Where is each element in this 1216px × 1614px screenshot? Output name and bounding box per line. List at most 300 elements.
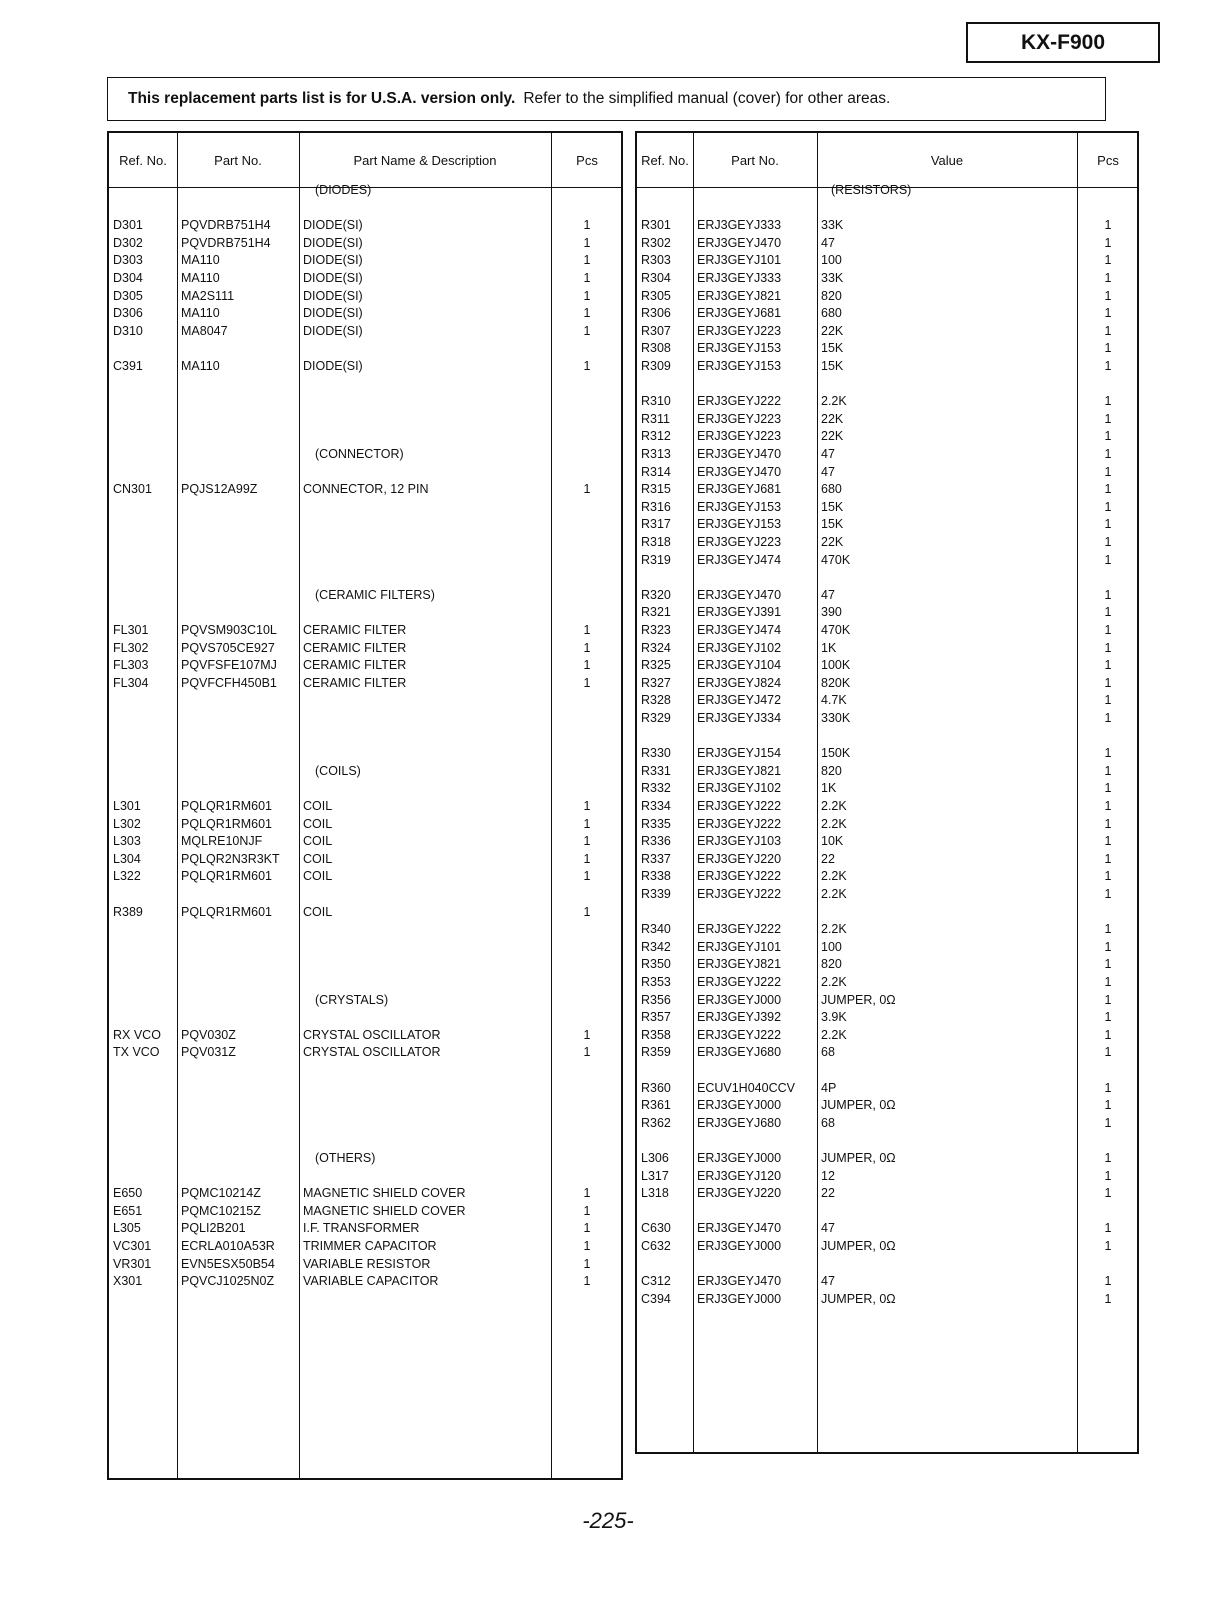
right-cell-description: 33K xyxy=(821,271,844,285)
right-cell-description: 47 xyxy=(821,587,835,602)
left-cell-ref-no: D306 xyxy=(113,306,143,321)
right-cell-description: 2.2K xyxy=(821,922,847,937)
left-cell-ref-no: L303 xyxy=(113,834,141,849)
left-cell-ref-no: D303 xyxy=(113,253,143,268)
right-cell-ref-no: R315 xyxy=(641,482,671,497)
left-cell-ref-no: D301 xyxy=(113,218,143,233)
right-cell-pcs: 1 xyxy=(1104,447,1112,461)
left-section-heading: (OTHERS) xyxy=(315,1151,376,1165)
right-cell-pcs: 1 xyxy=(1104,746,1112,761)
right-cell-ref-no: R318 xyxy=(641,535,671,549)
right-cell-part-no: ERJ3GEYJ470 xyxy=(697,447,782,461)
right-cell-pcs: 1 xyxy=(1104,1221,1112,1236)
right-cell-pcs: 1 xyxy=(1104,359,1112,373)
right-cell-ref-no: R360 xyxy=(641,1080,671,1095)
left-cell-ref-no: VC301 xyxy=(113,1239,152,1253)
right-section-heading: (RESISTORS) xyxy=(831,183,912,197)
left-cell-ref-no: FL302 xyxy=(113,640,149,655)
right-cell-pcs: 1 xyxy=(1104,922,1112,937)
right-cell-description: 22K xyxy=(821,323,844,338)
right-cell-description: 820K xyxy=(821,675,851,690)
right-cell-part-no: ERJ3GEYJ821 xyxy=(697,288,782,303)
left-cell-ref-no: C391 xyxy=(113,359,143,373)
right-cell-pcs: 1 xyxy=(1104,992,1112,1007)
right-cell-part-no: ERJ3GEYJ220 xyxy=(697,851,782,866)
left-cell-part-no: PQMC10215Z xyxy=(181,1203,261,1218)
right-cell-description: 820 xyxy=(821,288,842,303)
right-cell-ref-no: R302 xyxy=(641,235,671,250)
right-cell-description: 15K xyxy=(821,341,844,356)
left-cell-part-no: PQLQR1RM601 xyxy=(181,904,273,919)
right-cell-ref-no: R320 xyxy=(641,587,671,602)
right-cell-description: 22K xyxy=(821,429,844,444)
left-cell-part-no: PQJS12A99Z xyxy=(181,482,258,497)
right-cell-pcs: 1 xyxy=(1104,851,1112,866)
right-cell-part-no: ERJ3GEYJ104 xyxy=(697,658,782,673)
left-cell-description: MAGNETIC SHIELD COVER xyxy=(303,1186,466,1201)
right-cell-pcs: 1 xyxy=(1104,887,1112,901)
right-cell-pcs: 1 xyxy=(1104,411,1112,426)
right-cell-part-no: ERJ3GEYJ000 xyxy=(697,1291,782,1306)
left-cell-description: DIODE(SI) xyxy=(303,306,363,321)
right-cell-ref-no: R307 xyxy=(641,323,671,338)
left-cell-ref-no: D302 xyxy=(113,235,143,250)
right-cell-ref-no: R316 xyxy=(641,499,671,514)
right-cell-ref-no: R362 xyxy=(641,1115,671,1130)
right-cell-pcs: 1 xyxy=(1104,235,1112,250)
right-cell-part-no: ERJ3GEYJ821 xyxy=(697,763,782,778)
left-cell-pcs: 1 xyxy=(583,658,591,673)
left-cell-ref-no: CN301 xyxy=(113,482,152,497)
right-cell-part-no: ERJ3GEYJ474 xyxy=(697,552,782,567)
right-cell-description: 4P xyxy=(821,1080,837,1095)
right-cell-part-no: ERJ3GEYJ222 xyxy=(697,799,782,813)
left-cell-pcs: 1 xyxy=(583,323,591,338)
right-cell-description: 390 xyxy=(821,605,842,620)
right-cell-description: 47 xyxy=(821,235,835,250)
left-cell-part-no: PQV031Z xyxy=(181,1045,236,1060)
right-cell-description: 68 xyxy=(821,1115,835,1130)
left-cell-description: DIODE(SI) xyxy=(303,288,363,303)
right-column-divider xyxy=(817,133,818,1452)
left-cell-ref-no: D305 xyxy=(113,288,143,303)
left-cell-pcs: 1 xyxy=(583,675,591,690)
left-cell-pcs: 1 xyxy=(583,1239,591,1253)
left-cell-ref-no: L322 xyxy=(113,869,141,884)
left-cell-part-no: MA2S111 xyxy=(181,288,235,303)
right-cell-ref-no: R324 xyxy=(641,640,671,655)
right-cell-description: 22K xyxy=(821,535,844,549)
left-cell-description: CRYSTAL OSCILLATOR xyxy=(303,1045,441,1060)
right-cell-part-no: ERJ3GEYJ681 xyxy=(697,306,782,321)
right-cell-description: 2.2K xyxy=(821,975,847,989)
left-cell-pcs: 1 xyxy=(583,1221,591,1236)
left-cell-ref-no: R389 xyxy=(113,904,143,919)
right-cell-description: 22K xyxy=(821,411,844,426)
left-cell-part-no: PQLQR1RM601 xyxy=(181,816,273,831)
right-cell-ref-no: R336 xyxy=(641,834,671,849)
right-cell-ref-no: R303 xyxy=(641,253,671,268)
notice-box xyxy=(107,77,1106,121)
left-cell-ref-no: L301 xyxy=(113,799,141,813)
right-cell-ref-no: R335 xyxy=(641,816,671,831)
right-cell-pcs: 1 xyxy=(1104,816,1112,831)
left-cell-description: COIL xyxy=(303,834,333,849)
right-cell-part-no: ERJ3GEYJ222 xyxy=(697,394,782,409)
right-cell-pcs: 1 xyxy=(1104,1010,1112,1025)
right-cell-pcs: 1 xyxy=(1104,535,1112,549)
left-cell-part-no: PQLQR2N3R3KT xyxy=(181,851,280,866)
left-cell-ref-no: L302 xyxy=(113,816,141,831)
right-cell-pcs: 1 xyxy=(1104,957,1112,972)
right-cell-description: 15K xyxy=(821,499,844,514)
right-cell-ref-no: R332 xyxy=(641,781,671,796)
right-cell-pcs: 1 xyxy=(1104,623,1112,637)
right-cell-part-no: ERJ3GEYJ102 xyxy=(697,781,782,796)
right-cell-description: 33K xyxy=(821,218,844,233)
right-cell-pcs: 1 xyxy=(1104,288,1112,303)
right-cell-description: 470K xyxy=(821,552,851,567)
left-cell-pcs: 1 xyxy=(583,851,591,866)
right-cell-part-no: ERJ3GEYJ153 xyxy=(697,359,782,373)
right-cell-part-no: ERJ3GEYJ681 xyxy=(697,482,782,497)
right-cell-ref-no: R309 xyxy=(641,359,671,373)
right-cell-description: 1K xyxy=(821,640,837,655)
right-cell-part-no: ERJ3GEYJ222 xyxy=(697,887,782,901)
left-cell-pcs: 1 xyxy=(583,218,591,233)
left-parts-table xyxy=(107,131,623,1480)
right-cell-description: 22 xyxy=(821,1186,835,1201)
left-cell-ref-no: FL304 xyxy=(113,675,149,690)
left-cell-pcs: 1 xyxy=(583,1027,591,1042)
right-cell-pcs: 1 xyxy=(1104,939,1112,954)
right-cell-part-no: ERJ3GEYJ153 xyxy=(697,517,782,532)
right-cell-ref-no: R313 xyxy=(641,447,671,461)
right-cell-description: 15K xyxy=(821,517,844,532)
right-cell-ref-no: R311 xyxy=(641,411,670,426)
right-cell-ref-no: R301 xyxy=(641,218,671,233)
left-cell-part-no: MA110 xyxy=(181,253,220,268)
left-cell-pcs: 1 xyxy=(583,1186,591,1201)
right-cell-part-no: ERJ3GEYJ222 xyxy=(697,1027,782,1042)
right-cell-description: 100 xyxy=(821,939,842,954)
right-cell-pcs: 1 xyxy=(1104,587,1112,602)
right-cell-ref-no: R361 xyxy=(641,1098,671,1113)
right-cell-description: 820 xyxy=(821,957,842,972)
left-cell-pcs: 1 xyxy=(583,359,591,373)
right-cell-part-no: ERJ3GEYJ334 xyxy=(697,711,782,725)
left-cell-ref-no: TX VCO xyxy=(113,1045,160,1060)
right-cell-description: 2.2K xyxy=(821,1027,847,1042)
right-cell-ref-no: R359 xyxy=(641,1045,671,1060)
left-cell-ref-no: L304 xyxy=(113,851,141,866)
right-cell-ref-no: R338 xyxy=(641,869,671,884)
left-cell-ref-no: FL301 xyxy=(113,623,149,637)
right-cell-description: JUMPER, 0Ω xyxy=(821,1239,896,1253)
left-cell-pcs: 1 xyxy=(583,253,591,268)
right-cell-part-no: ERJ3GEYJ333 xyxy=(697,218,782,233)
right-cell-pcs: 1 xyxy=(1104,1239,1112,1253)
right-cell-part-no: ERJ3GEYJ472 xyxy=(697,693,782,708)
left-cell-description: DIODE(SI) xyxy=(303,235,363,250)
right-cell-ref-no: L317 xyxy=(641,1168,669,1183)
left-cell-ref-no: RX VCO xyxy=(113,1027,161,1042)
right-cell-ref-no: R358 xyxy=(641,1027,671,1042)
right-cell-description: 150K xyxy=(821,746,851,761)
right-cell-ref-no: R328 xyxy=(641,693,671,708)
right-cell-part-no: ERJ3GEYJ120 xyxy=(697,1168,782,1183)
left-section-heading: (COILS) xyxy=(315,763,361,778)
left-cell-ref-no: X301 xyxy=(113,1274,143,1289)
right-cell-part-no: ERJ3GEYJ470 xyxy=(697,235,782,250)
left-cell-ref-no: L305 xyxy=(113,1221,141,1236)
right-cell-pcs: 1 xyxy=(1104,1080,1112,1095)
left-cell-description: CERAMIC FILTER xyxy=(303,675,407,690)
right-cell-pcs: 1 xyxy=(1104,1027,1112,1042)
left-cell-description: CONNECTOR, 12 PIN xyxy=(303,482,429,497)
right-cell-pcs: 1 xyxy=(1104,464,1112,479)
right-cell-pcs: 1 xyxy=(1104,429,1112,444)
left-cell-ref-no: FL303 xyxy=(113,658,149,673)
right-cell-description: 4.7K xyxy=(821,693,847,708)
right-cell-pcs: 1 xyxy=(1104,1151,1112,1165)
right-cell-pcs: 1 xyxy=(1104,552,1112,567)
right-cell-description: 100K xyxy=(821,658,851,673)
left-cell-description: COIL xyxy=(303,904,333,919)
right-cell-part-no: ERJ3GEYJ223 xyxy=(697,535,782,549)
right-cell-pcs: 1 xyxy=(1104,658,1112,673)
left-section-heading: (CRYSTALS) xyxy=(315,992,389,1007)
right-cell-description: 2.2K xyxy=(821,394,847,409)
right-cell-part-no: ERJ3GEYJ102 xyxy=(697,640,782,655)
left-cell-ref-no: E650 xyxy=(113,1186,143,1201)
right-cell-pcs: 1 xyxy=(1104,517,1112,532)
right-cell-part-no: ERJ3GEYJ391 xyxy=(697,605,782,620)
left-column-divider xyxy=(177,133,178,1478)
left-section-heading: (CERAMIC FILTERS) xyxy=(315,587,435,602)
right-cell-pcs: 1 xyxy=(1104,799,1112,813)
right-cell-ref-no: R329 xyxy=(641,711,671,725)
right-cell-description: 22 xyxy=(821,851,835,866)
right-cell-description: 3.9K xyxy=(821,1010,847,1025)
left-cell-description: CRYSTAL OSCILLATOR xyxy=(303,1027,441,1042)
right-cell-pcs: 1 xyxy=(1104,1045,1112,1060)
right-cell-description: 68 xyxy=(821,1045,835,1060)
right-cell-pcs: 1 xyxy=(1104,323,1112,338)
right-cell-ref-no: C394 xyxy=(641,1291,671,1306)
right-cell-ref-no: R323 xyxy=(641,623,671,637)
left-cell-pcs: 1 xyxy=(583,869,591,884)
right-cell-description: JUMPER, 0Ω xyxy=(821,1291,896,1306)
left-cell-pcs: 1 xyxy=(583,834,591,849)
model-label: KX-F900 xyxy=(966,22,1160,63)
left-cell-pcs: 1 xyxy=(583,1274,591,1289)
right-cell-part-no: ERJ3GEYJ000 xyxy=(697,1098,782,1113)
right-cell-description: 47 xyxy=(821,1221,835,1236)
right-cell-ref-no: R331 xyxy=(641,763,671,778)
right-cell-description: 2.2K xyxy=(821,799,847,813)
right-cell-description: JUMPER, 0Ω xyxy=(821,1098,896,1113)
left-cell-part-no: PQVCJ1025N0Z xyxy=(181,1274,275,1289)
left-cell-part-no: MA110 xyxy=(181,306,220,321)
right-cell-part-no: ERJ3GEYJ470 xyxy=(697,464,782,479)
left-section-heading: (DIODES) xyxy=(315,183,372,197)
left-column-divider xyxy=(299,133,300,1478)
left-cell-pcs: 1 xyxy=(583,904,591,919)
left-cell-description: COIL xyxy=(303,851,333,866)
right-cell-ref-no: R314 xyxy=(641,464,671,479)
left-cell-description: DIODE(SI) xyxy=(303,253,363,268)
left-cell-ref-no: D304 xyxy=(113,271,143,285)
left-section-heading: (CONNECTOR) xyxy=(315,447,404,461)
right-cell-pcs: 1 xyxy=(1104,869,1112,884)
left-cell-pcs: 1 xyxy=(583,1203,591,1218)
left-cell-pcs: 1 xyxy=(583,816,591,831)
right-cell-ref-no: R334 xyxy=(641,799,671,813)
notice-normal: Refer to the simplified manual (cover) for other areas. xyxy=(523,90,891,107)
left-cell-part-no: PQMC10214Z xyxy=(181,1186,261,1201)
right-cell-pcs: 1 xyxy=(1104,341,1112,356)
left-cell-part-no: PQLI2B201 xyxy=(181,1221,246,1236)
right-cell-ref-no: R342 xyxy=(641,939,671,954)
right-cell-part-no: ERJ3GEYJ333 xyxy=(697,271,782,285)
left-cell-part-no: PQLQR1RM601 xyxy=(181,869,273,884)
right-cell-pcs: 1 xyxy=(1104,271,1112,285)
right-cell-ref-no: R321 xyxy=(641,605,671,620)
right-cell-ref-no: R356 xyxy=(641,992,671,1007)
right-header-description: Value xyxy=(930,152,964,168)
right-cell-description: 680 xyxy=(821,482,842,497)
right-cell-pcs: 1 xyxy=(1104,605,1112,620)
right-cell-part-no: ERJ3GEYJ153 xyxy=(697,341,782,356)
right-cell-ref-no: R317 xyxy=(641,517,671,532)
left-cell-part-no: PQVDRB751H4 xyxy=(181,235,271,250)
right-cell-part-no: ERJ3GEYJ680 xyxy=(697,1045,782,1060)
right-cell-pcs: 1 xyxy=(1104,675,1112,690)
right-cell-description: 12 xyxy=(821,1168,835,1183)
right-cell-ref-no: R312 xyxy=(641,429,671,444)
right-cell-description: 2.2K xyxy=(821,869,847,884)
right-cell-pcs: 1 xyxy=(1104,306,1112,321)
left-cell-description: CERAMIC FILTER xyxy=(303,640,407,655)
right-cell-ref-no: R305 xyxy=(641,288,671,303)
right-header-part-no: Part No. xyxy=(731,152,779,168)
left-header-part-no: Part No. xyxy=(214,152,262,168)
left-cell-pcs: 1 xyxy=(583,306,591,321)
right-cell-ref-no: R310 xyxy=(641,394,671,409)
left-cell-description: DIODE(SI) xyxy=(303,218,363,233)
left-cell-part-no: MA110 xyxy=(181,271,220,285)
left-cell-pcs: 1 xyxy=(583,1256,591,1271)
right-cell-part-no: ERJ3GEYJ000 xyxy=(697,1239,782,1253)
right-cell-ref-no: C312 xyxy=(641,1274,671,1289)
right-cell-pcs: 1 xyxy=(1104,253,1112,268)
right-parts-table xyxy=(635,131,1139,1454)
right-cell-pcs: 1 xyxy=(1104,1168,1112,1183)
right-cell-ref-no: R340 xyxy=(641,922,671,937)
right-cell-ref-no: R350 xyxy=(641,957,671,972)
right-cell-pcs: 1 xyxy=(1104,781,1112,796)
left-cell-pcs: 1 xyxy=(583,235,591,250)
right-cell-ref-no: R339 xyxy=(641,887,671,901)
right-cell-ref-no: R306 xyxy=(641,306,671,321)
left-cell-part-no: MA8047 xyxy=(181,323,228,338)
right-cell-part-no: ERJ3GEYJ222 xyxy=(697,816,782,831)
right-cell-part-no: ERJ3GEYJ223 xyxy=(697,429,782,444)
right-cell-ref-no: R357 xyxy=(641,1010,671,1025)
right-cell-pcs: 1 xyxy=(1104,693,1112,708)
right-cell-pcs: 1 xyxy=(1104,1115,1112,1130)
left-cell-part-no: PQVFCFH450B1 xyxy=(181,675,277,690)
left-cell-description: DIODE(SI) xyxy=(303,323,363,338)
left-cell-part-no: MA110 xyxy=(181,359,220,373)
left-cell-description: MAGNETIC SHIELD COVER xyxy=(303,1203,466,1218)
right-cell-description: JUMPER, 0Ω xyxy=(821,1151,896,1165)
right-cell-part-no: ERJ3GEYJ101 xyxy=(697,939,782,954)
right-cell-ref-no: R319 xyxy=(641,552,671,567)
right-cell-pcs: 1 xyxy=(1104,834,1112,849)
right-cell-pcs: 1 xyxy=(1104,1291,1112,1306)
right-cell-ref-no: R330 xyxy=(641,746,671,761)
left-cell-pcs: 1 xyxy=(583,799,591,813)
left-header-description: Part Name & Description xyxy=(353,152,497,168)
left-cell-part-no: PQVS705CE927 xyxy=(181,640,275,655)
left-cell-description: VARIABLE CAPACITOR xyxy=(303,1274,439,1289)
right-cell-pcs: 1 xyxy=(1104,763,1112,778)
right-cell-ref-no: R337 xyxy=(641,851,671,866)
right-header-pcs: Pcs xyxy=(1097,152,1119,168)
right-cell-pcs: 1 xyxy=(1104,394,1112,409)
right-cell-pcs: 1 xyxy=(1104,499,1112,514)
left-cell-pcs: 1 xyxy=(583,482,591,497)
right-cell-pcs: 1 xyxy=(1104,711,1112,725)
right-cell-description: 2.2K xyxy=(821,887,847,901)
left-cell-pcs: 1 xyxy=(583,271,591,285)
left-cell-part-no: PQLQR1RM601 xyxy=(181,799,273,813)
right-cell-part-no: ERJ3GEYJ103 xyxy=(697,834,782,849)
right-cell-part-no: ERJ3GEYJ101 xyxy=(697,253,782,268)
left-cell-part-no: MQLRE10NJF xyxy=(181,834,263,849)
left-cell-description: COIL xyxy=(303,816,333,831)
right-cell-description: 1K xyxy=(821,781,837,796)
right-cell-part-no: ERJ3GEYJ223 xyxy=(697,411,782,426)
left-cell-part-no: PQV030Z xyxy=(181,1027,236,1042)
right-cell-pcs: 1 xyxy=(1104,218,1112,233)
left-header-pcs: Pcs xyxy=(576,152,598,168)
right-cell-description: 680 xyxy=(821,306,842,321)
left-cell-part-no: EVN5ESX50B54 xyxy=(181,1256,275,1271)
right-cell-description: 47 xyxy=(821,447,835,461)
right-cell-part-no: ERJ3GEYJ154 xyxy=(697,746,782,761)
right-cell-description: 15K xyxy=(821,359,844,373)
right-header-ref-no: Ref. No. xyxy=(641,152,689,168)
right-cell-description: JUMPER, 0Ω xyxy=(821,992,896,1007)
left-cell-description: DIODE(SI) xyxy=(303,271,363,285)
right-cell-part-no: ERJ3GEYJ222 xyxy=(697,869,782,884)
right-column-divider xyxy=(693,133,694,1452)
right-cell-pcs: 1 xyxy=(1104,1274,1112,1289)
right-cell-part-no: ERJ3GEYJ223 xyxy=(697,323,782,338)
left-cell-description: COIL xyxy=(303,799,333,813)
left-cell-pcs: 1 xyxy=(583,623,591,637)
left-cell-pcs: 1 xyxy=(583,640,591,655)
left-cell-pcs: 1 xyxy=(583,1045,591,1060)
right-cell-part-no: ERJ3GEYJ000 xyxy=(697,992,782,1007)
right-cell-pcs: 1 xyxy=(1104,1098,1112,1113)
right-cell-part-no: ERJ3GEYJ220 xyxy=(697,1186,782,1201)
right-cell-pcs: 1 xyxy=(1104,1186,1112,1201)
right-cell-part-no: ERJ3GEYJ222 xyxy=(697,922,782,937)
